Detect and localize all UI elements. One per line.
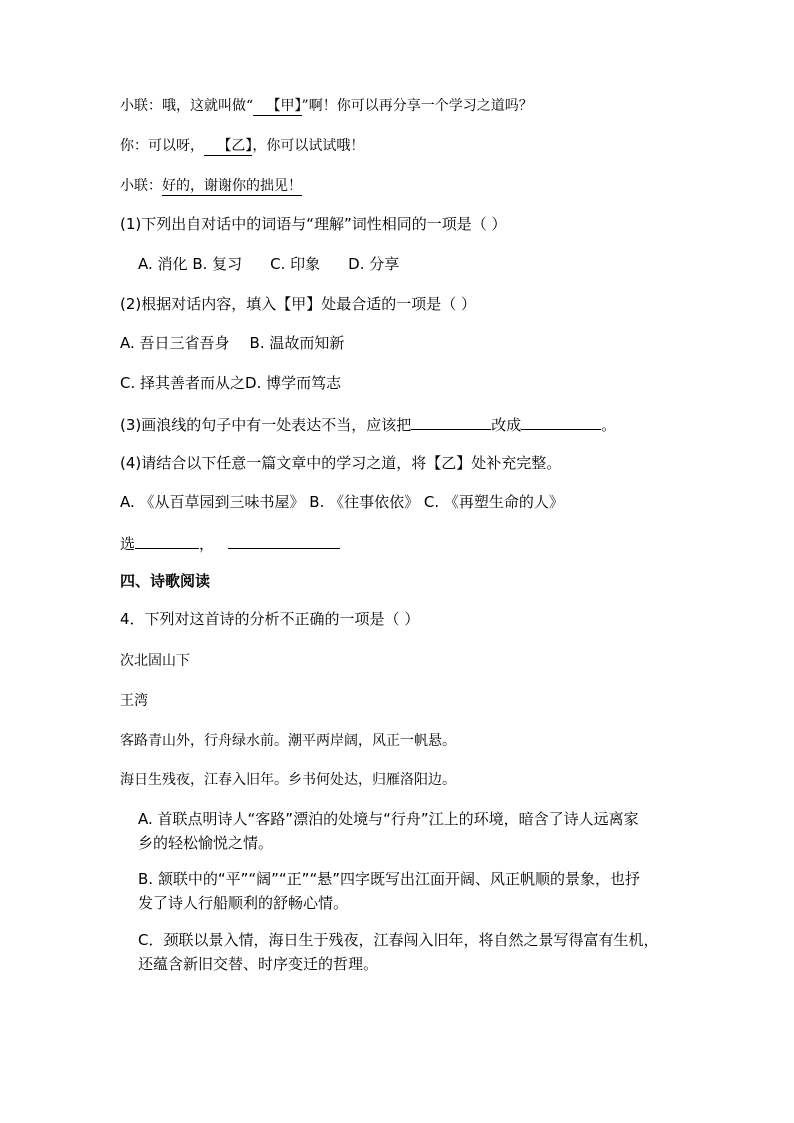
q1-option-c: C. 印象: [270, 255, 321, 273]
option-c-line-1: C．颈联以景入情，海日生于残夜，江春闯入旧年，将自然之景写得富有生机，: [138, 931, 659, 949]
q4-text: 选: [120, 535, 136, 553]
answer-blank[interactable]: [411, 413, 491, 430]
poem-title: 次北固山下: [120, 653, 190, 669]
option-a-line-2: 乡的轻松愉悦之情。: [138, 834, 274, 852]
q2-option-c: C. 择其善者而从之: [120, 374, 246, 392]
dialogue-text: 你：可以呀，: [120, 138, 204, 154]
answer-blank[interactable]: [228, 532, 340, 549]
q1-option-a: A. 消化: [138, 255, 188, 273]
dialogue-text: ”啊！你可以再分享一个学习之道吗？: [301, 98, 533, 114]
q1-option-b: B. 复习: [192, 255, 243, 273]
q2-stem: (2)根据对话内容，填入【甲】处最合适的一项是（ ）: [120, 295, 477, 313]
q1-stem: (1)下列出自对话中的词语与“理解”词性相同的一项是（ ）: [120, 215, 507, 233]
q4-stem: (4)请结合以下任意一篇文章中的学习之道，将【乙】处补充完整。: [120, 454, 562, 472]
q3-text: 改成: [491, 416, 522, 434]
poem-line-1: 客路青山外，行舟绿水前。潮平两岸阔，风正一帆悬。: [120, 733, 456, 749]
q3-text: 。: [601, 416, 617, 434]
option-c-line-2: 还蕴含新旧交替、时序变迁的哲理。: [138, 955, 379, 973]
q4-options: A. 《从百草园到三味书屋》 B. 《往事依依》 C. 《再塑生命的人》: [120, 493, 564, 511]
q1-options: [138, 254, 399, 274]
section-heading: 四、诗歌阅读: [120, 572, 211, 590]
dialogue-line-3: [120, 176, 302, 196]
q2-option-a: A. 吾日三省吾身: [120, 334, 230, 352]
q2-option-b: B. 温故而知新: [249, 334, 345, 352]
dialogue-line-1: [120, 96, 533, 116]
dialogue-text: 小联：哦，这就叫做“: [120, 98, 254, 114]
blank-jia: [253, 98, 301, 116]
answer-blank[interactable]: [521, 413, 601, 430]
option-a-line-1: A. 首联点明诗人“客路”漂泊的处境与“行舟”江上的环境，暗含了诗人远离家: [138, 810, 639, 828]
q1-option-d: D. 分享: [348, 255, 400, 273]
option-b-line-2: 发了诗人行船顺利的舒畅心情。: [138, 894, 349, 912]
q4-text: ，: [199, 535, 215, 553]
q3-text: (3)画浪线的句子中有一处表达不当，应该把: [120, 416, 412, 434]
dialogue-line-2: [120, 136, 364, 156]
blank-yi: [204, 138, 252, 156]
q2-options-row-2: [120, 373, 341, 393]
q2-options-row-1: [120, 333, 344, 353]
option-b-line-1: B. 颔联中的“平”“阔”“正”“悬”四字既写出江面开阔、风正帆顺的景象，也抒: [138, 870, 640, 888]
dialogue-text: 小联：: [120, 178, 162, 194]
q4-answer-line: [120, 532, 340, 554]
blank-jia-label: 【甲】: [266, 98, 302, 114]
answer-blank[interactable]: [135, 532, 199, 549]
poem-line-2: 海日生残夜，江春入旧年。乡书何处达，归雁洛阳边。: [120, 772, 456, 788]
q4-poem-question: 4．下列对这首诗的分析不正确的一项是（ ）: [120, 610, 420, 628]
dialogue-text: ，你可以试试哦！: [252, 138, 365, 154]
wavy-underlined-sentence: 好的，谢谢你的拙见！: [162, 178, 302, 194]
q3-line: [120, 413, 616, 435]
q2-option-d: D. 博学而笃志: [245, 374, 342, 392]
blank-yi-label: 【乙】: [217, 138, 253, 154]
poem-author: 王湾: [120, 693, 148, 709]
